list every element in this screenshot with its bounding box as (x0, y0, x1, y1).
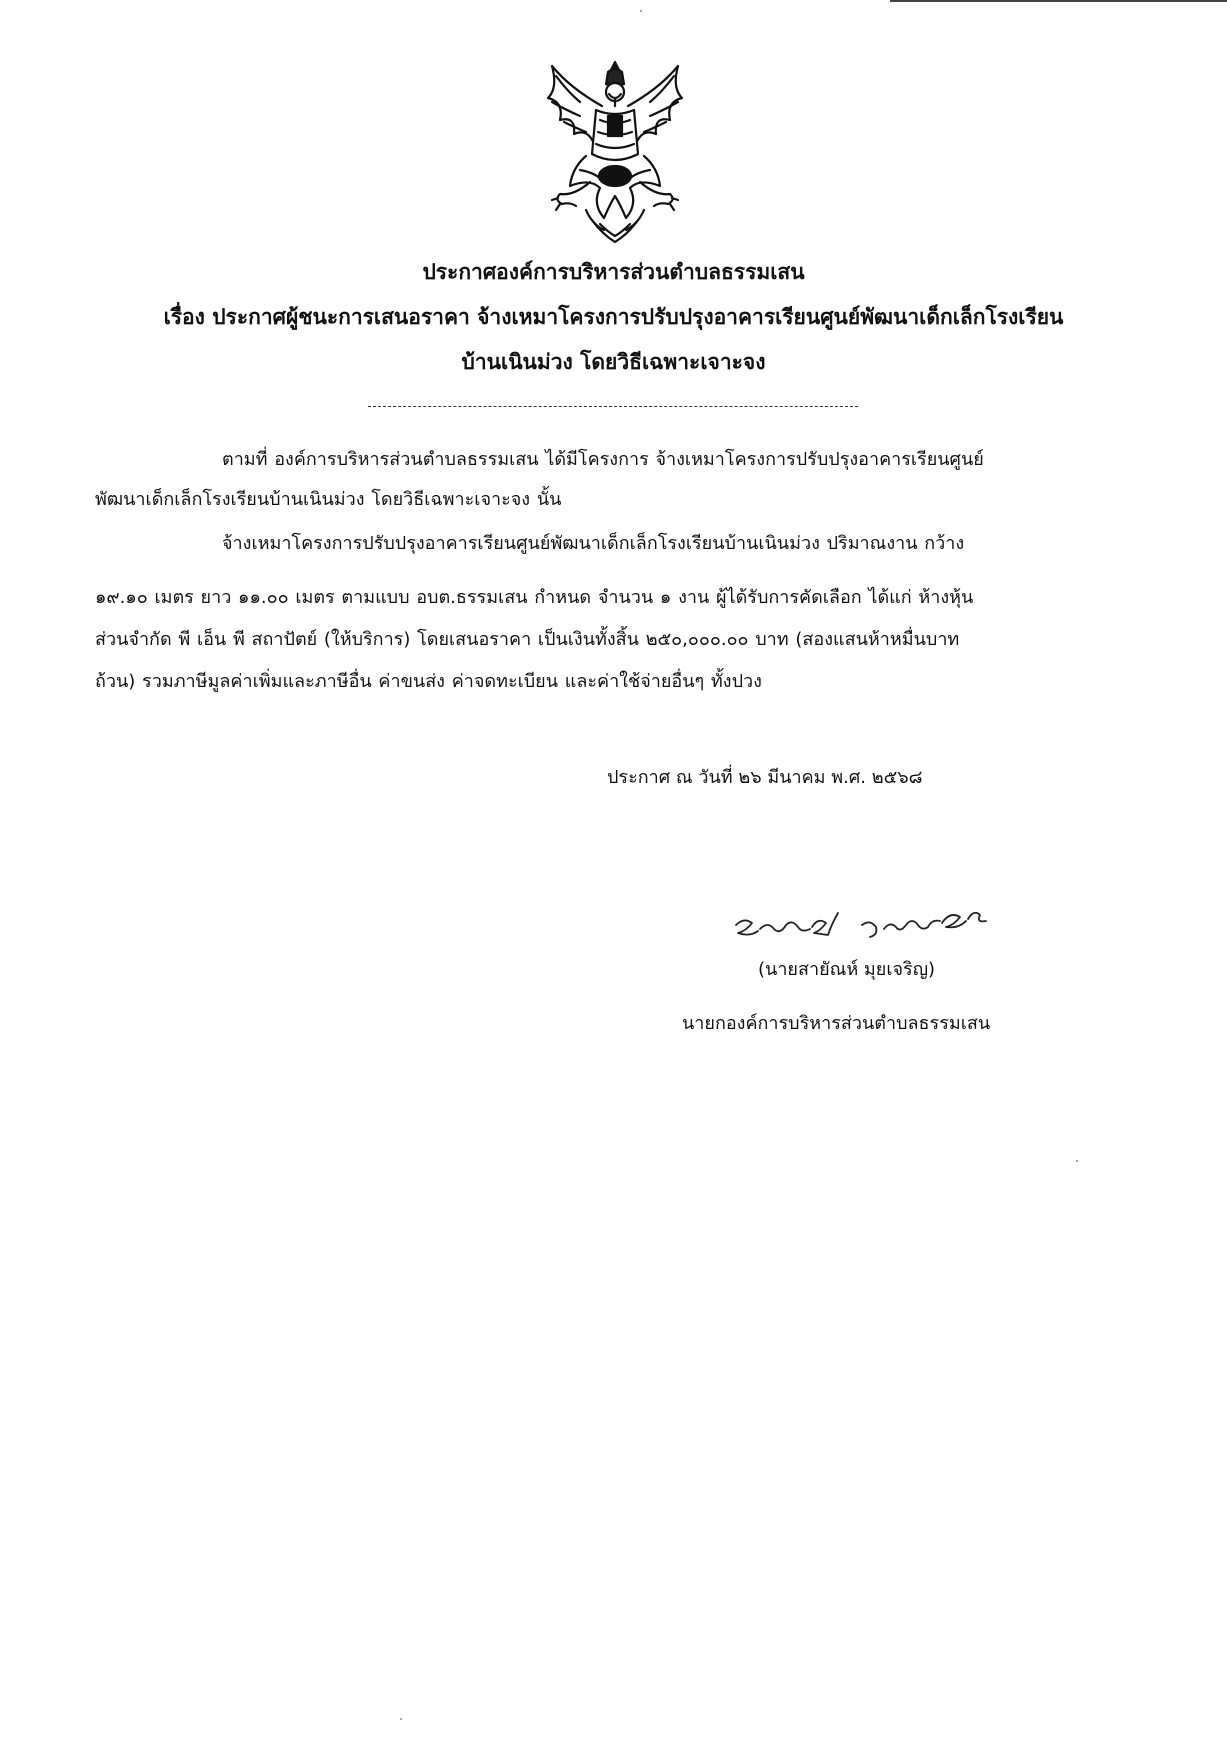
scan-speck (400, 1718, 402, 1720)
scan-speck (1076, 1160, 1078, 1162)
handwritten-signature (728, 895, 1028, 955)
announcement-subject: เรื่อง ประกาศผู้ชนะการเสนอราคา จ้างเหมาโครงการปรับปรุงอาคารเรียนศูนย์พัฒนาเด็กเล็กโรงเรียน (163, 305, 1064, 329)
scan-speck (640, 10, 642, 12)
paragraph-2-line-4: ถ้วน) รวมภาษีมูลค่าเพิ่มและภาษีอื่น ค่าขนส่ง ค่าจดทะเบียน และค่าใช้จ่ายอื่นๆ ทั้งปวง (95, 671, 762, 692)
title-divider (368, 406, 858, 407)
paragraph-2-line-3: ส่วนจำกัด พี เอ็น พี สถาปัตย์ (ให้บริการ) โดยเสนอราคา เป็นเงินทั้งสิ้น ๒๕๐,๐๐๐.๐๐ บาท (สองแสนห้าหมื่นบาท (95, 629, 960, 650)
garuda-emblem-icon (530, 58, 700, 248)
announcement-subject-continued: บ้านเนินม่วง โดยวิธีเฉพาะเจาะจง (461, 350, 766, 374)
paragraph-1-line-1: ตามที่ องค์การบริหารส่วนตำบลธรรมเสน ได้มีโครงการ จ้างเหมาโครงการปรับปรุงอาคารเรียนศูนย์ (222, 449, 984, 470)
announcement-title: ประกาศองค์การบริหารส่วนตำบลธรรมเสน (422, 260, 805, 284)
paragraph-1-line-2: พัฒนาเด็กเล็กโรงเรียนบ้านเนินม่วง โดยวิธีเฉพาะเจาะจง นั้น (95, 489, 562, 510)
signer-position: นายกองค์การบริหารส่วนตำบลธรรมเสน (682, 1013, 991, 1034)
paragraph-2-line-2: ๑๙.๑๐ เมตร ยาว ๑๑.๐๐ เมตร ตามแบบ อบต.ธรรมเสน กำหนด จำนวน ๑ งาน ผู้ได้รับการคัดเลือก ได้แก่ ห้างหุ้น (95, 587, 974, 608)
signer-name: (นายสายัณห์ มุยเจริญ) (758, 959, 936, 980)
announcement-date: ประกาศ ณ วันที่ ๒๖ มีนาคม พ.ศ. ๒๕๖๘ (607, 767, 923, 788)
scan-edge-line (890, 0, 1227, 2)
paragraph-2-line-1: จ้างเหมาโครงการปรับปรุงอาคารเรียนศูนย์พัฒนาเด็กเล็กโรงเรียนบ้านเนินม่วง ปริมาณงาน กว้าง (222, 533, 965, 554)
